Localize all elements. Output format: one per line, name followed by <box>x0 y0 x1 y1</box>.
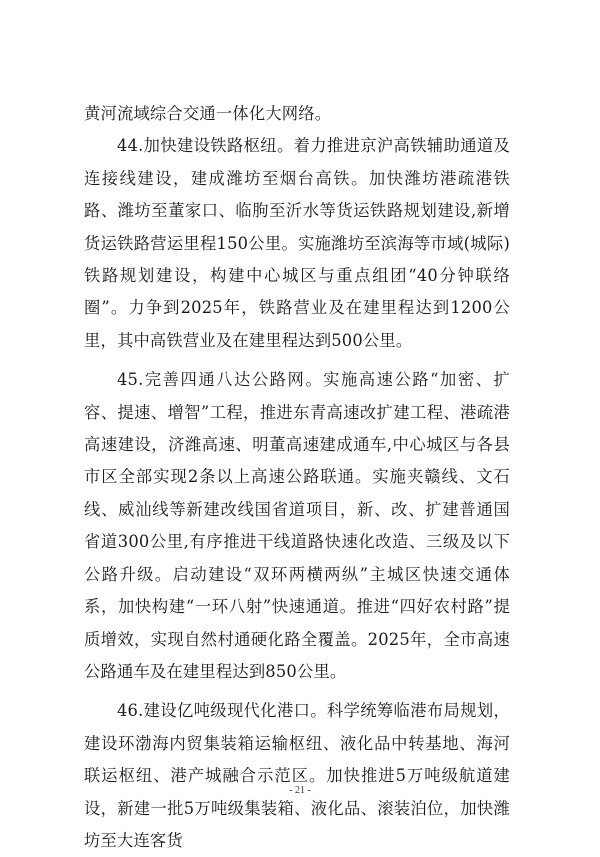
paragraph-continuation: 黄河流域综合交通一体化大网络。 <box>84 104 332 123</box>
paragraph-44-railway-hub: 44.加快建设铁路枢纽。着力推进京沪高铁辅助通道及连接线建设，建成潍坊至烟台高铁。加快潍坊港疏港铁路、潍坊至董家口、临朐至沂水等货运铁路规划建设,新增货运铁路营运里程150公里。实施潍坊至滨海等市域(城际)铁路规划建设，构建中心城区与重点组团“40分钟联络圈”。力争到2025年，铁路营业及在建里程达到1200公里，其中高铁营业及在建里程达到500公里。 <box>84 136 510 350</box>
document-body <box>84 98 510 857</box>
paragraph-46-port-construction: 46.建设亿吨级现代化港口。科学统筹临港布局规划，建设环渤海内贸集装箱运输枢纽、液化品中转基地、海河联运枢纽、港产城融合示范区。加快推进5万吨级航道建设，新建一批5万吨级集装箱、液化品、滚装泊位，加快潍坊至大连客货 <box>84 701 510 850</box>
page-number: - 21 - <box>289 785 311 796</box>
paragraph-45-highway-network: 45.完善四通八达公路网。实施高速公路“加密、扩容、提速、增智”工程，推进东青高速改扩建工程、港疏港高速建设，济潍高速、明董高速建成通车,中心城区与各县市区全部实现2条以上高速公路联通。实施夹赣线、文石线、威汕线等新建改线国省道项目，新、改、扩建普通国省道300公里,有序推进干线道路快速化改造、三级及以下公路升级。启动建设“双环两横两纵”主城区快速交通体系，加快构建“一环八射”快速通道。推进“四好农村路”提质增效，实现自然村通硬化路全覆盖。2025年，全市高速公路通车及在建里程达到850公里。 <box>84 370 510 681</box>
paragraph-gap <box>84 688 510 695</box>
paragraph-gap <box>84 357 510 364</box>
